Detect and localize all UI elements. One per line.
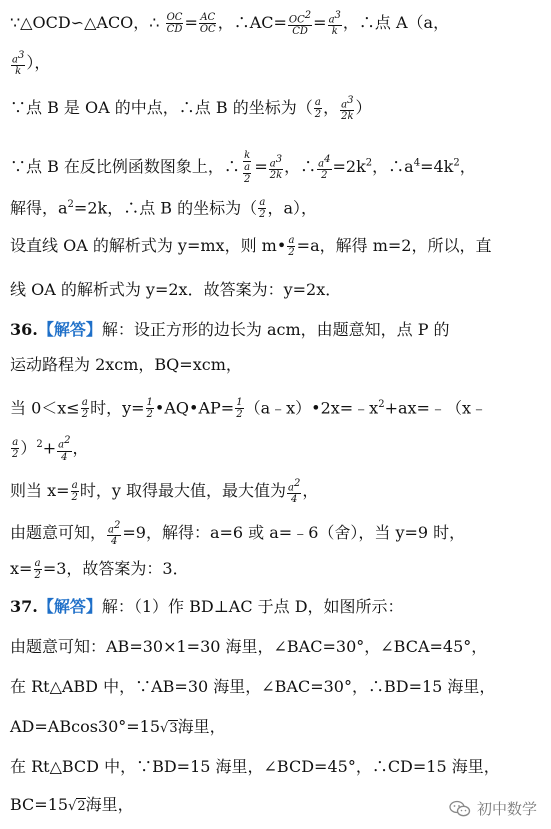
line-19: 在 Rt△BCD 中，∵BD=15 海里，∠BCD=45°，∴CD=15 海里， [10,757,500,776]
fraction: $\frac{a^4}{2}$ [318,153,331,182]
watermark [449,798,537,819]
line-4: ∵点 B 在反比例函数图象上，∴ $\frac{k}{\frac{a}{2}}$ = $\frac{a^3}{2k}$ ，∴ $\frac{a^4}{2}$ $=2k^2$，$\therefore a^4=4k^2$， [10,150,476,185]
fraction: $\frac{a}{2}$ [81,397,89,421]
answer-tag: 【解答】 [37,597,102,616]
fraction: $\frac{OC}{CD}$ [166,12,183,36]
sqrt-3: √3 [160,721,178,736]
fraction: $\frac{a^3}{2k}$ [341,95,354,123]
line-20: BC=15√2海里， [10,795,134,814]
fraction: $\frac{a}{2}$ [259,197,266,221]
fraction: $\frac{a}{2}$ [314,97,322,121]
line-13: 由题意可知， $\frac{a^2}{4}$ =9，解得：a=6 或 a=﹣6（舍），当 y=9 时， [10,520,466,548]
line-3: ∵点 B 是 OA 的中点，∴点 B 的坐标为（ $\frac{a}{2}$ ， $\frac{a^3}{2k}$ ） [10,95,372,123]
fraction: $\frac{OC^2}{CD}$ [288,10,312,38]
line-1: ∵△OCD∽△ACO，∴ $\frac{OC}{CD}$ = $\frac{AC}{OC}$ ，∴AC= $\frac{OC^2}{CD}$ = $\frac{a^3}{k}$ ，∴点 A（a， [10,10,450,38]
question-37-heading: 37.【解答】解：（1）作 BD⊥AC 于点 D，如图所示： [10,597,404,616]
wechat-icon [449,800,471,818]
line-2: $\frac{a^3}{k}$ ）， [12,50,51,78]
fraction: $\frac{a^3}{2k}$ [269,153,283,182]
line-12: 则当 x= $\frac{a}{2}$ 时，y 取得最大值，最大值为 $\frac{a^2}{4}$ ， [10,478,319,506]
line-7: 线 OA 的解析式为 y=2x．故答案为：y=2x． [10,280,342,299]
fraction: $\frac{a}{2}$ [71,480,78,504]
line-9: 运动路程为 2xcm，BQ=xcm， [10,355,242,374]
watermark-text: 初中数学 [476,800,537,818]
fraction: $\frac{a^2}{4}$ [108,520,121,548]
line-18: AD=ABcos30°=15√3海里， [10,717,226,736]
fraction: $\frac{a^3}{k}$ [12,50,25,78]
fraction: $\frac{k}{\frac{a}{2}}$ [243,150,251,185]
line-16: 由题意可知：AB=30×1=30 海里，∠BAC=30°，∠BCA=45°， [10,637,488,656]
line-14: x= $\frac{a}{2}$ =3，故答案为：3． [10,558,189,581]
line-6: 设直线 OA 的解析式为 y=mx，则 m• $\frac{a}{2}$ =a，解得 m=2，所以，直 [10,235,492,258]
question-36-heading: 36.【解答】解：设正方形的边长为 acm，由题意知，点 P 的 [10,320,450,339]
fraction: $\frac{AC}{OC}$ [199,12,216,36]
fraction: $\frac{a}{2}$ [12,437,19,461]
fraction: $\frac{a^2}{4}$ [58,435,71,463]
answer-tag: 【解答】 [37,320,102,339]
fraction: $\frac{1}{2}$ [236,397,243,421]
fraction: $\frac{a}{2}$ [34,558,41,581]
line-11: $\frac{a}{2}$ ）$^2$+ $\frac{a^2}{4}$ ， [12,435,89,463]
fraction: $\frac{1}{2}$ [146,397,153,421]
fraction: $\frac{a}{2}$ [288,235,295,258]
fraction: $\frac{a^3}{k}$ [328,10,341,38]
line-10: 当 0＜x≤ $\frac{a}{2}$ 时，y= $\frac{1}{2}$ •AQ•AP= $\frac{1}{2}$ $(a﹣x)•2x=﹣x^2+ax=﹣(x﹣$ [10,397,487,421]
line-5: 解得，$a^2=2k$，∴点 B 的坐标为（ $\frac{a}{2}$ ，a）， [10,197,318,221]
fraction: $\frac{a^2}{4}$ [288,478,301,506]
sqrt-2: √2 [68,799,86,814]
line-17: 在 Rt△ABD 中，∵AB=30 海里，∠BAC=30°，∴BD=15 海里， [10,677,496,696]
